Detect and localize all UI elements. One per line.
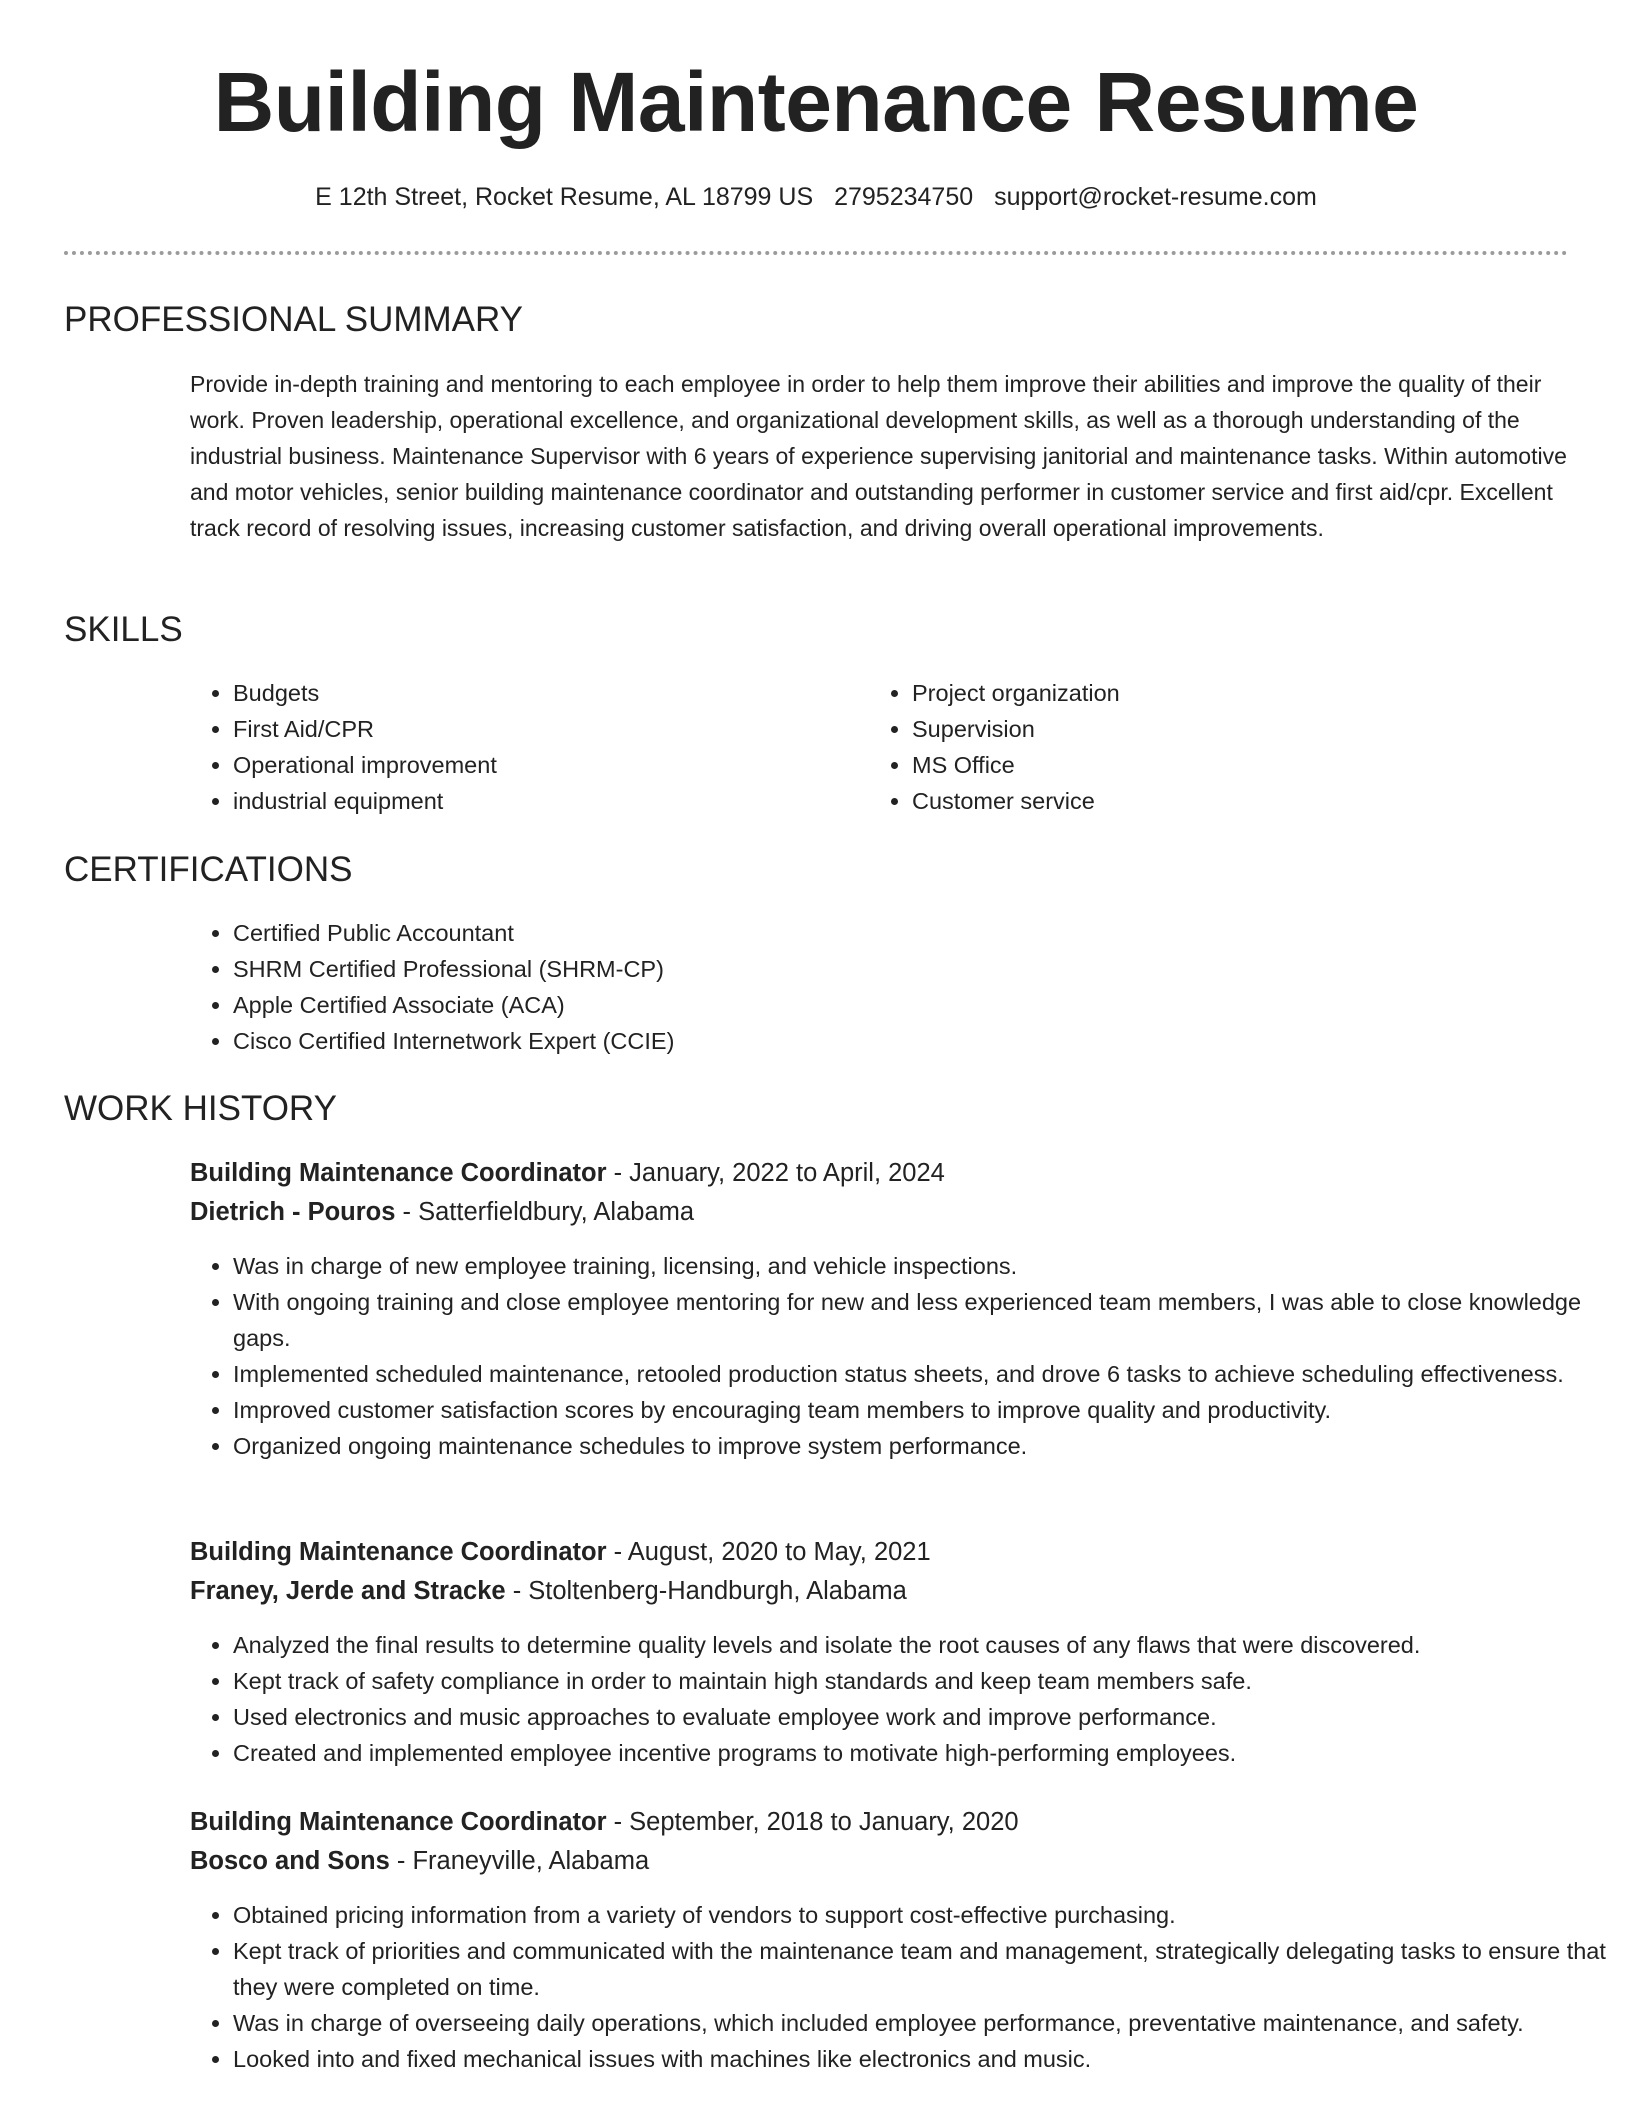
skill-item: • Supervision xyxy=(912,711,1512,747)
certification-item: • Apple Certified Associate (ACA) xyxy=(233,987,1233,1023)
job-bullet: • Was in charge of overseeing daily operations, which included employee performance, preventative maintenance, and safety. xyxy=(233,2005,1611,2041)
certifications-heading: CERTIFICATIONS xyxy=(64,850,353,889)
skill-item: • industrial equipment xyxy=(233,783,833,819)
job-bullet: • Created and implemented employee incentive programs to motivate high-performing employees. xyxy=(233,1735,1611,1771)
certification-item: • Cisco Certified Internetwork Expert (CCIE) xyxy=(233,1023,1233,1059)
job-bullets xyxy=(190,1248,1611,1464)
contact-address: E 12th Street, Rocket Resume, AL 18799 US xyxy=(315,183,814,211)
job-bullet: • Obtained pricing information from a variety of vendors to support cost-effective purchasing. xyxy=(233,1897,1611,1933)
certifications-list xyxy=(190,915,1233,1059)
job-company-line xyxy=(190,1842,649,1880)
job-bullet: • Analyzed the final results to determine quality levels and isolate the root causes of any flaws that were discovered. xyxy=(233,1627,1611,1663)
job-location: - Franeyville, Alabama xyxy=(389,1847,650,1875)
job-company-line xyxy=(190,1193,694,1231)
certification-item: • Certified Public Accountant xyxy=(233,915,1233,951)
job-dates: - January, 2022 to April, 2024 xyxy=(606,1159,945,1187)
skill-item: • First Aid/CPR xyxy=(233,711,833,747)
job-bullet: • Organized ongoing maintenance schedules to improve system performance. xyxy=(233,1428,1611,1464)
resume-title: Building Maintenance Resume xyxy=(213,55,1419,149)
contact-line xyxy=(0,180,1632,214)
skill-item: • Project organization xyxy=(912,675,1512,711)
skill-item: • Customer service xyxy=(912,783,1512,819)
skill-item: • Budgets xyxy=(233,675,833,711)
job-bullets xyxy=(190,1897,1611,2077)
job-title: Building Maintenance Coordinator xyxy=(190,1538,607,1566)
skills-heading: SKILLS xyxy=(64,610,183,649)
job-bullet: • Used electronics and music approaches to evaluate employee work and improve performance. xyxy=(233,1699,1611,1735)
contact-email: support@rocket-resume.com xyxy=(994,183,1317,211)
skill-item: • Operational improvement xyxy=(233,747,833,783)
job-company: Dietrich - Pouros xyxy=(190,1198,396,1226)
job-location: - Stoltenberg-Handburgh, Alabama xyxy=(505,1577,907,1605)
work-history-heading: WORK HISTORY xyxy=(64,1089,337,1128)
skill-item: • MS Office xyxy=(912,747,1512,783)
job-bullet: • Kept track of safety compliance in order to maintain high standards and keep team members safe. xyxy=(233,1663,1611,1699)
job-title: Building Maintenance Coordinator xyxy=(190,1159,607,1187)
header-divider xyxy=(64,251,1568,255)
job-title-line xyxy=(190,1154,945,1192)
job-bullets xyxy=(190,1627,1611,1771)
job-bullet: • Improved customer satisfaction scores by encouraging team members to improve quality and productivity. xyxy=(233,1392,1611,1428)
job-title-line xyxy=(190,1533,931,1571)
summary-text: Provide in-depth training and mentoring to each employee in order to help them improve their abilities and improve the quality of their work. Proven leadership, operational excellence, and organizational development skills, as well as a thorough understanding of the industrial business. Maintenance Supervisor with 6 years of experience supervising janitorial and maintenance tasks. Within automotive and motor vehicles, senior building maintenance coordinator and outstanding performer in customer service and first aid/cpr. Excellent track record of resolving issues, increasing customer satisfaction, and driving overall operational improvements. xyxy=(190,371,1567,541)
certification-item: • SHRM Certified Professional (SHRM-CP) xyxy=(233,951,1233,987)
contact-phone: 2795234750 xyxy=(834,183,974,211)
job-bullet: • Was in charge of new employee training, licensing, and vehicle inspections. xyxy=(233,1248,1611,1284)
summary-heading: PROFESSIONAL SUMMARY xyxy=(64,300,523,339)
job-company-line xyxy=(190,1572,907,1610)
job-bullet: • Kept track of priorities and communicated with the maintenance team and management, strategically delegating tasks to ensure that they were completed on time. xyxy=(233,1933,1611,2005)
job-dates: - August, 2020 to May, 2021 xyxy=(606,1538,931,1566)
skills-list-left xyxy=(190,675,833,819)
job-company: Franey, Jerde and Stracke xyxy=(190,1577,506,1605)
job-title-line xyxy=(190,1803,1019,1841)
job-company: Bosco and Sons xyxy=(190,1847,390,1875)
job-bullet: • Looked into and fixed mechanical issues with machines like electronics and music. xyxy=(233,2041,1611,2077)
job-dates: - September, 2018 to January, 2020 xyxy=(606,1808,1019,1836)
job-location: - Satterfieldbury, Alabama xyxy=(395,1198,695,1226)
job-bullet: • Implemented scheduled maintenance, retooled production status sheets, and drove 6 tasks to achieve scheduling effectiveness. xyxy=(233,1356,1611,1392)
job-title: Building Maintenance Coordinator xyxy=(190,1808,607,1836)
job-bullet: • With ongoing training and close employee mentoring for new and less experienced team members, I was able to close knowledge gaps. xyxy=(233,1284,1611,1356)
skills-list-right xyxy=(869,675,1512,819)
